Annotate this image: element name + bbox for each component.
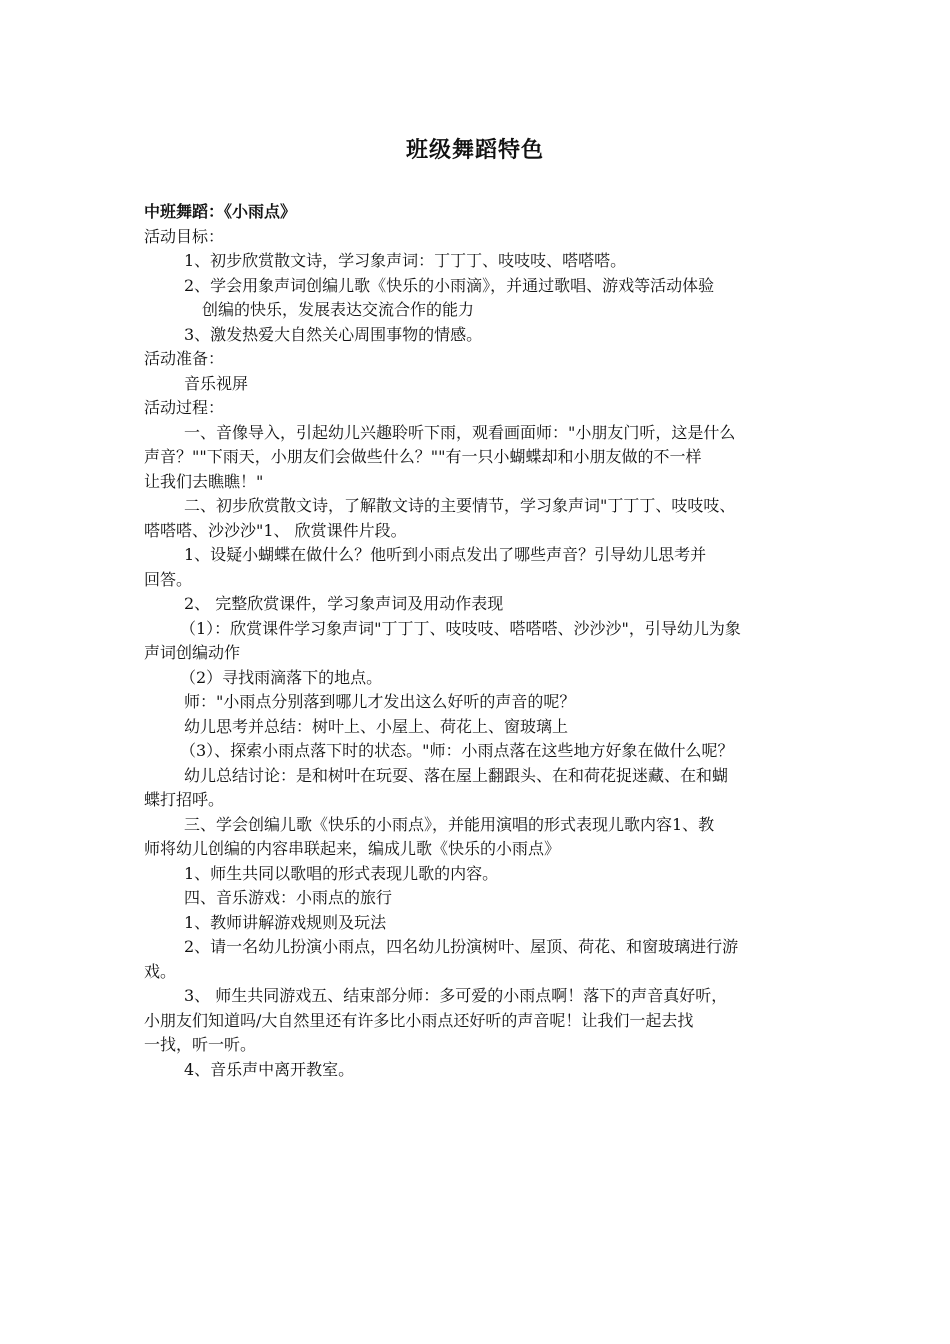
- text-line: （1）：欣赏课件学习象声词"丁丁丁、吱吱吱、嗒嗒嗒、沙沙沙"，引导幼儿为象: [180, 618, 741, 638]
- text-line: 2、请一名幼儿扮演小雨点，四名幼儿扮演树叶、屋顶、荷花、和窗玻璃进行游: [184, 937, 739, 956]
- text-line: 音乐视屏: [184, 373, 249, 393]
- text-line: 4、音乐声中离开教室。: [184, 1059, 355, 1079]
- text-line: 3、 师生共同游戏五、结束部分师：多可爱的小雨点啊！落下的声音真好听，: [184, 986, 728, 1005]
- section-subtitle: 中班舞蹈：《小雨点》: [144, 202, 297, 221]
- text-line: 活动过程：: [144, 398, 225, 417]
- text-line: 声词创编动作: [144, 643, 241, 662]
- text-line: 3、激发热爱大自然关心周围事物的情感。: [184, 324, 483, 344]
- text-line: 二、初步欣赏散文诗，了解散文诗的主要情节，学习象声词"丁丁丁、吱吱吱、: [184, 496, 736, 515]
- text-line: 活动目标：: [144, 226, 225, 246]
- text-line: 三、学会创编儿歌《快乐的小雨点》，并能用演唱的形式表现儿歌内容1、教: [184, 814, 715, 834]
- text-line: 回答。: [144, 569, 193, 589]
- text-line: 一找，听一听。: [144, 1035, 257, 1054]
- text-line: 蝶打招呼。: [144, 790, 225, 809]
- text-line: 幼儿总结讨论：是和树叶在玩耍、落在屋上翻跟头、在和荷花捉迷藏、在和蝴: [184, 765, 729, 785]
- text-line: 小朋友们知道吗/大自然里还有许多比小雨点还好听的声音呢！让我们一起去找: [144, 1010, 694, 1030]
- text-line: 1、设疑小蝴蝶在做什么？他听到小雨点发出了哪些声音？引导幼儿思考并: [184, 545, 707, 564]
- text-line: 师将幼儿创编的内容串联起来，编成儿歌《快乐的小雨点》: [144, 839, 561, 858]
- text-line: 一、音像导入，引起幼儿兴趣聆听下雨，观看画面师："小朋友门听，这是什么: [184, 422, 736, 442]
- document-body: [144, 200, 816, 1082]
- text-line: 幼儿思考并总结：树叶上、小屋上、荷花上、窗玻璃上: [184, 716, 569, 736]
- text-line: 活动准备：: [144, 349, 225, 368]
- text-line: 2、学会用象声词创编儿歌《快乐的小雨滴》，并通过歌唱、游戏等活动体验: [184, 275, 715, 295]
- text-line: 创编的快乐，发展表达交流合作的能力: [202, 300, 475, 319]
- text-line: 声音？""下雨天，小朋友们会做些什么？""有一只小蝴蝶却和小朋友做的不一样: [144, 447, 702, 466]
- text-line: 2、 完整欣赏课件，学习象声词及用动作表现: [184, 594, 504, 613]
- text-line: 嗒嗒嗒、沙沙沙"1、 欣赏课件片段。: [144, 520, 407, 540]
- text-line: （3）、探索小雨点落下时的状态。"师：小雨点落在这些地方好象在做什么呢？: [180, 741, 734, 760]
- document-title: 班级舞蹈特色: [405, 138, 544, 163]
- text-line: 师："小雨点分别落到哪儿才发出这么好听的声音的呢？: [184, 692, 576, 711]
- text-line: （2）寻找雨滴落下的地点。: [180, 667, 383, 687]
- text-line: 四、音乐游戏：小雨点的旅行: [184, 888, 393, 907]
- text-line: 让我们去瞧瞧！": [144, 471, 264, 491]
- text-line: 1、初步欣赏散文诗，学习象声词：丁丁丁、吱吱吱、嗒嗒嗒。: [184, 251, 627, 270]
- text-line: 1、师生共同以歌唱的形式表现儿歌的内容。: [184, 863, 499, 883]
- text-line: 1、教师讲解游戏规则及玩法: [184, 912, 387, 932]
- text-line: 戏。: [144, 961, 177, 981]
